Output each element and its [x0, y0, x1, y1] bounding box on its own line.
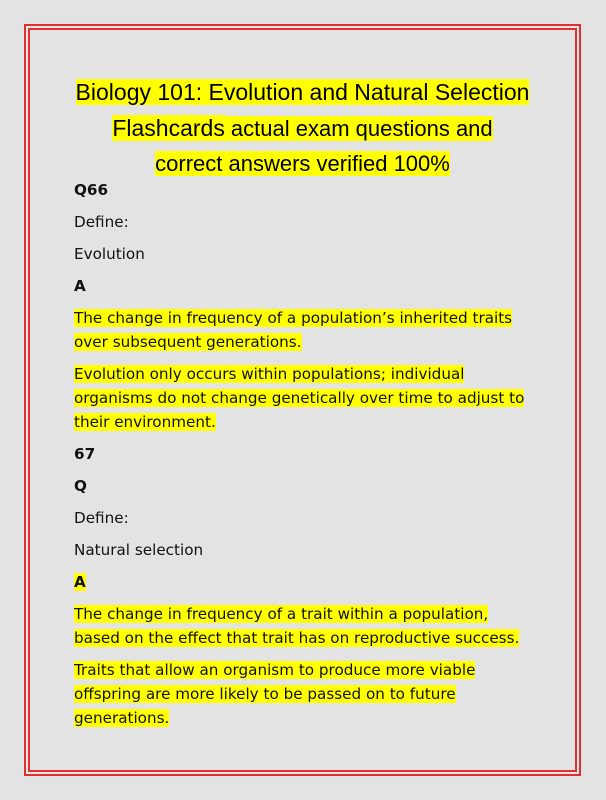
card1-term: Evolution: [74, 245, 145, 263]
title-line-1: Biology 101: Evolution and Natural Selection: [75, 79, 530, 105]
card1-answer-label: A: [74, 277, 86, 295]
card2-number: 67: [74, 445, 96, 463]
title-line-2b: actual exam questions and: [224, 116, 493, 141]
document-title: [60, 76, 545, 183]
title-line-2a: Flashcards: [112, 115, 225, 141]
card2-answer-1: The change in frequency of a trait within a population, based on the effect that trait has on reproductive success.: [74, 605, 520, 647]
card1-define-label: Define:: [74, 213, 129, 231]
card1-number: Q66: [74, 181, 109, 199]
title-line-3: correct answers verified 100%: [155, 151, 450, 176]
card2-term: Natural selection: [74, 541, 204, 559]
card1-answer-2: Evolution only occurs within populations; individual organisms do not change genetically over time to adjust to their environment.: [74, 365, 525, 431]
card2-answer-label: A: [74, 573, 86, 591]
card1-answer-1: The change in frequency of a population’s inherited traits over subsequent generations.: [74, 309, 513, 351]
flashcards-body: [74, 178, 531, 738]
card2-define-label: Define:: [74, 509, 129, 527]
card2-question-label: Q: [74, 477, 87, 495]
card2-answer-2: Traits that allow an organism to produce more viable offspring are more likely to be passed on to future generations.: [74, 661, 476, 727]
page-border: [28, 28, 577, 772]
document-page: [24, 24, 581, 776]
